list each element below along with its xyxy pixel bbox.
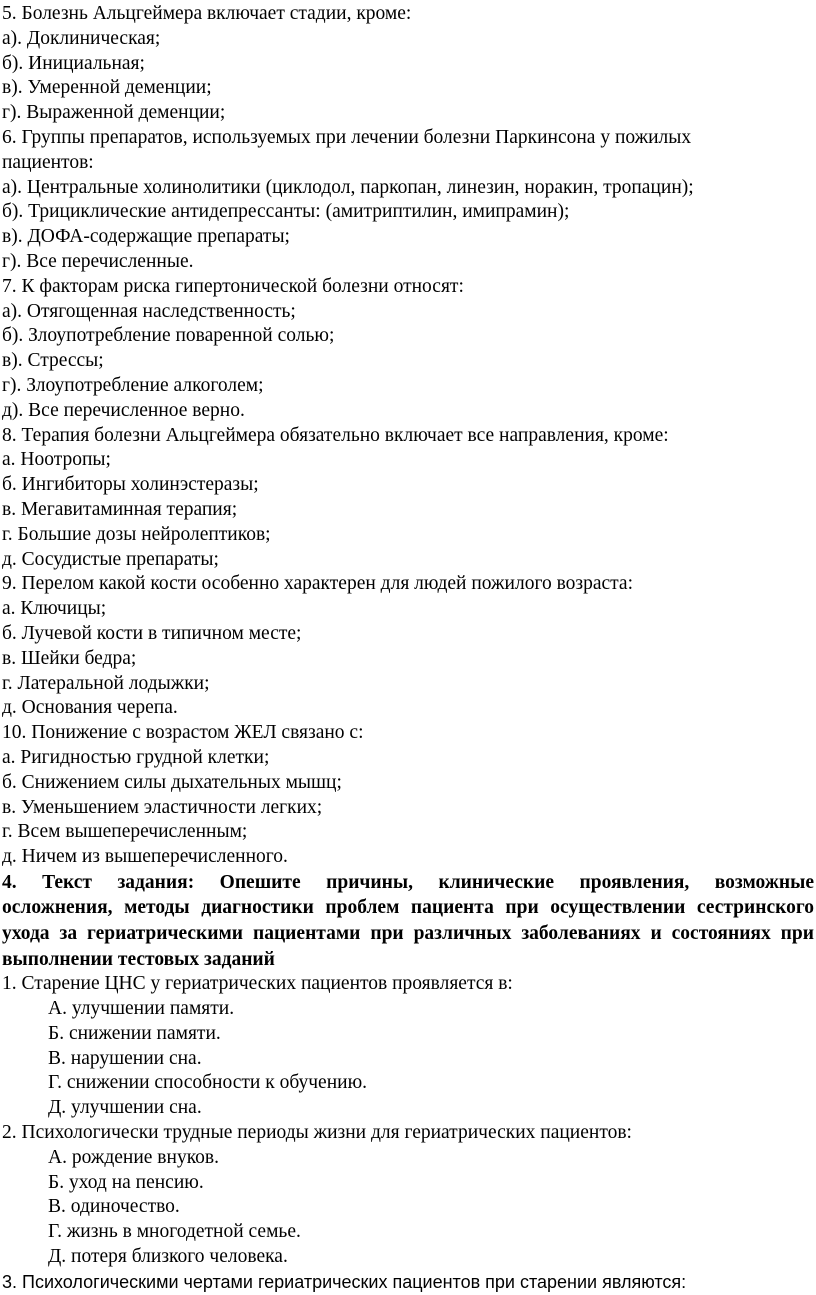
text-line: б). Инициальная; xyxy=(2,52,145,74)
text-line: б. Ингибиторы холинэстеразы; xyxy=(2,474,259,496)
question-2-option: Б. уход на пенсию. xyxy=(48,1171,204,1193)
text-line: 5. Болезнь Альцгеймера включает стадии, кроме: xyxy=(2,3,412,24)
text-line: г. Латеральной лодыжки; xyxy=(2,672,210,694)
question-1-option: А. улучшении памяти. xyxy=(48,998,235,1020)
text-line: а. Ригидностью грудной клетки; xyxy=(2,746,270,768)
text-line: 7. К факторам риска гипертонической болезни относят: xyxy=(2,275,464,297)
task-heading-line: 4. Текст задания: Опешите причины, клинические проявления, возможные xyxy=(2,871,814,893)
question-1-option: Б. снижении памяти. xyxy=(48,1022,221,1044)
task-heading-line: выполнении тестовых заданий xyxy=(2,948,275,970)
text-line: в. Уменьшением эластичности легких; xyxy=(2,796,323,818)
text-line: б. Лучевой кости в типичном месте; xyxy=(2,622,302,644)
text-line: г. Большие дозы нейролептиков; xyxy=(2,523,271,545)
question-1-option: Г. снижении способности к обучению. xyxy=(48,1072,368,1094)
text-line: д). Все перечисленное верно. xyxy=(2,399,245,421)
text-line: в). ДОФА-содержащие препараты; xyxy=(2,226,290,248)
text-line: в). Стрессы; xyxy=(2,350,104,372)
text-line: б. Снижением силы дыхательных мышц; xyxy=(2,771,342,793)
text-line: д. Основания черепа. xyxy=(2,697,178,719)
text-line: в. Мегавитаминная терапия; xyxy=(2,498,238,520)
text-line: 9. Перелом какой кости особенно характерен для людей пожилого возраста: xyxy=(2,573,634,595)
text-line: 6. Группы препаратов, используемых при лечении болезни Паркинсона у пожилых xyxy=(2,126,692,148)
question-1-option: Д. улучшении сна. xyxy=(48,1097,202,1119)
text-line: 8. Терапия болезни Альцгеймера обязательно включает все направления, кроме: xyxy=(2,424,669,446)
question-1-option: В. нарушении сна. xyxy=(48,1047,202,1069)
text-line: г). Злоупотребление алкоголем; xyxy=(2,374,264,396)
text-line: г). Выраженной деменции; xyxy=(2,102,226,124)
question-2-option: А. рождение внуков. xyxy=(48,1146,220,1168)
text-line: б). Трициклические антидепрессанты: (амитриптилин, имипрамин); xyxy=(2,201,570,223)
text-line: а. Ключицы; xyxy=(2,598,107,620)
text-line: а). Центральные холинолитики (циклодол, паркопан, линезин, норакин, тропацин); xyxy=(2,176,694,198)
question-2-option: Д. потеря близкого человека. xyxy=(48,1246,288,1268)
text-line: б). Злоупотребление поваренной солью; xyxy=(2,325,335,347)
text-line: а). Отягощенная наследственность; xyxy=(2,300,296,322)
question-2-option: Г. жизнь в многодетной семье. xyxy=(48,1221,301,1243)
text-line: пациентов: xyxy=(2,151,94,173)
text-line: в). Умеренной деменции; xyxy=(2,77,212,99)
text-line: д. Ничем из вышеперечисленного. xyxy=(2,846,288,868)
text-line: г). Все перечисленные. xyxy=(2,250,194,272)
question-2: 2. Психологически трудные периоды жизни для гериатрических пациентов: xyxy=(2,1122,632,1144)
text-line: а. Ноотропы; xyxy=(2,449,111,471)
text-line: д. Сосудистые препараты; xyxy=(2,548,219,570)
text-line: в. Шейки бедра; xyxy=(2,647,137,669)
text-line: а). Доклиническая; xyxy=(2,27,161,49)
text-line: 10. Понижение с возрастом ЖЕЛ связано с: xyxy=(2,722,364,744)
question-3: 3. Психологическими чертами гериатрических пациентов при старении являются: xyxy=(2,1271,687,1292)
text-line: г. Всем вышеперечисленным; xyxy=(2,821,248,843)
task-heading-line: ухода за гериатрическими пациентами при различных заболеваниях и состояниях при xyxy=(2,923,814,945)
task-heading-line: осложнения, методы диагностики проблем пациента при осуществлении сестринского xyxy=(2,897,814,919)
question-2-option: В. одиночество. xyxy=(48,1196,180,1218)
question-1: 1. Старение ЦНС у гериатрических пациентов проявляется в: xyxy=(2,973,513,995)
